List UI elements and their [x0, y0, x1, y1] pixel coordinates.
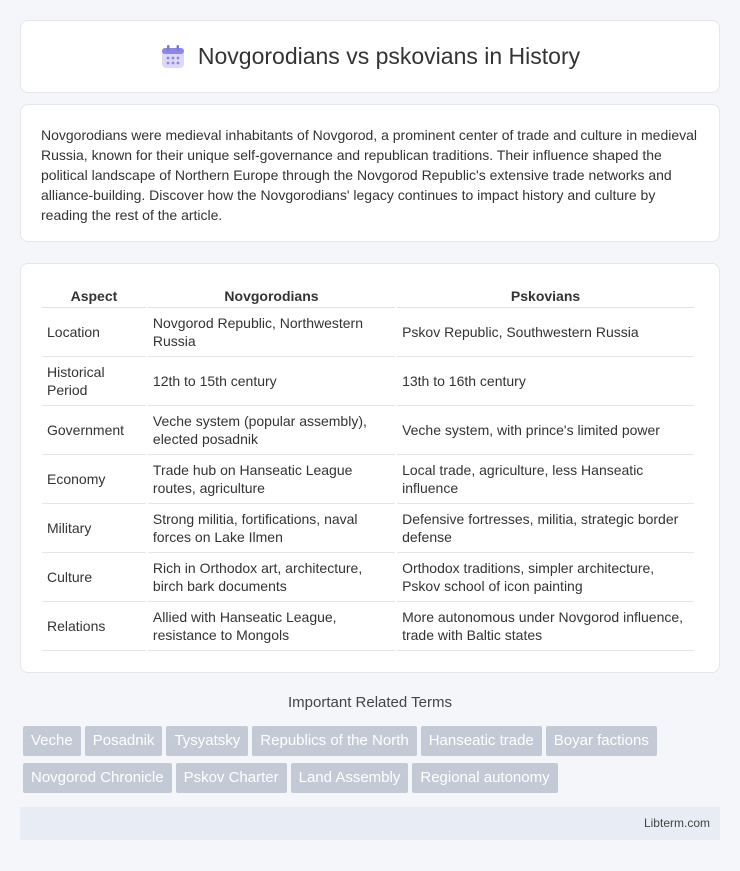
- table-row: [42, 553, 694, 602]
- table-cell: 12th to 15th century: [148, 357, 395, 406]
- term-tag[interactable]: Republics of the North: [252, 726, 416, 756]
- footer: [20, 807, 720, 840]
- term-tag[interactable]: Land Assembly: [291, 763, 409, 793]
- page-title: Novgorodians vs pskovians in History: [197, 43, 581, 69]
- table-row: [42, 455, 694, 504]
- footer-site-link[interactable]: Libterm.com: [643, 816, 710, 830]
- table-cell: Pskov Republic, Southwestern Russia: [397, 308, 694, 357]
- table-cell: Relations: [42, 602, 146, 651]
- related-terms-list: [23, 726, 723, 800]
- table-cell: Military: [42, 504, 146, 553]
- calendar-icon: [160, 44, 186, 70]
- term-tag[interactable]: Posadnik: [85, 726, 163, 756]
- table-row: [42, 357, 694, 406]
- table-cell: Allied with Hanseatic League, resistance to Mongols: [148, 602, 395, 651]
- column-header: Aspect: [42, 284, 146, 308]
- term-tag[interactable]: Pskov Charter: [176, 763, 287, 793]
- comparison-table-card: [20, 263, 720, 673]
- table-cell: Location: [42, 308, 146, 357]
- term-tag[interactable]: Hanseatic trade: [421, 726, 542, 756]
- table-cell: Strong militia, fortifications, naval forces on Lake Ilmen: [148, 504, 395, 553]
- table-header-row: [42, 284, 694, 308]
- table-row: [42, 406, 694, 455]
- table-cell: Local trade, agriculture, less Hanseatic influence: [397, 455, 694, 504]
- table-cell: More autonomous under Novgorod influence, trade with Baltic states: [397, 602, 694, 651]
- table-cell: Defensive fortresses, militia, strategic border defense: [397, 504, 694, 553]
- column-header: Pskovians: [397, 284, 694, 308]
- column-header: Novgorodians: [148, 284, 395, 308]
- table-cell: Veche system (popular assembly), elected posadnik: [148, 406, 395, 455]
- table-row: [42, 308, 694, 357]
- header-card: [20, 20, 720, 93]
- table-row: [42, 504, 694, 553]
- table-cell: Rich in Orthodox art, architecture, birch bark documents: [148, 553, 395, 602]
- table-cell: Government: [42, 406, 146, 455]
- table-row: [42, 602, 694, 651]
- term-tag[interactable]: Regional autonomy: [412, 763, 557, 793]
- table-cell: Economy: [42, 455, 146, 504]
- table-cell: Orthodox traditions, simpler architecture, Pskov school of icon painting: [397, 553, 694, 602]
- comparison-table: [40, 284, 696, 651]
- term-tag[interactable]: Veche: [23, 726, 81, 756]
- table-cell: Culture: [42, 553, 146, 602]
- term-tag[interactable]: Boyar factions: [546, 726, 657, 756]
- intro-text: Novgorodians were medieval inhabitants of Novgorod, a prominent center of trade and culture in medieval Russia, known for their unique self-governance and republican traditions. Their influence shaped the political landscape of Northern Europe through the Novgorod Republic's extensive trade networks and alliance-building. Discover how the Novgorodians' legacy continues to impact history and culture by reading the rest of the article.: [41, 127, 698, 223]
- table-cell: Novgorod Republic, Northwestern Russia: [148, 308, 395, 357]
- related-terms-title: Important Related Terms: [288, 694, 452, 711]
- table-cell: Veche system, with prince's limited power: [397, 406, 694, 455]
- term-tag[interactable]: Tysyatsky: [166, 726, 248, 756]
- table-cell: Historical Period: [42, 357, 146, 406]
- intro-card: [20, 104, 720, 242]
- table-cell: Trade hub on Hanseatic League routes, agriculture: [148, 455, 395, 504]
- term-tag[interactable]: Novgorod Chronicle: [23, 763, 172, 793]
- table-cell: 13th to 16th century: [397, 357, 694, 406]
